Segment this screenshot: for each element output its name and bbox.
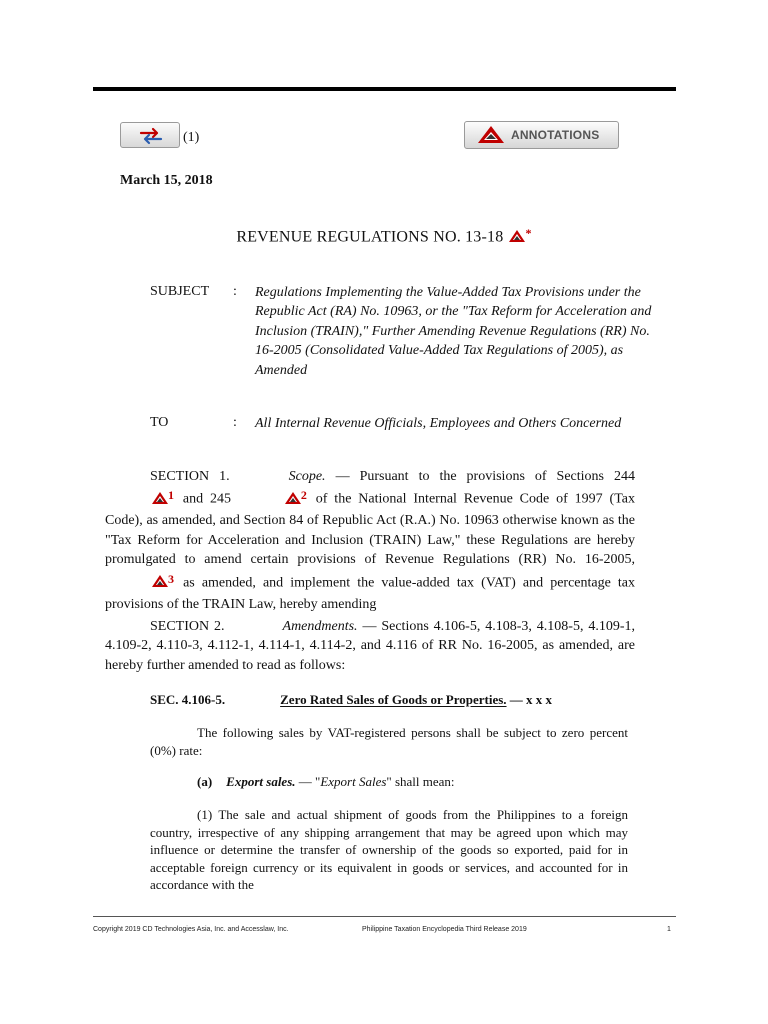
section-1-text-b: and 245: [176, 492, 238, 508]
footer-rule: [93, 916, 676, 917]
annotation-link-2[interactable]: [240, 486, 307, 511]
export-label: Export sales.: [226, 774, 296, 789]
annotation-link-3[interactable]: [107, 570, 174, 595]
section-1-text-c: of the National Internal Revenue Code of 1997 (Tax Code), as amended, and Section 84 of Republic Act (R.A.) No. 10963 otherwise known as the "Tax Reform for Acceleration and Inclusion (TRAIN) Law," these Regulations are hereby promulgated to amend certain provisions of Revenue Regulations (RR) No. 16-2005,: [105, 492, 635, 568]
section-2-heading: SECTION 2.: [150, 619, 225, 634]
annotation-ref-2: 2: [300, 488, 307, 503]
annotations-label: ANNOTATIONS: [511, 128, 600, 142]
footer-release: Philippine Taxation Encyclopedia Third Release 2019: [362, 926, 527, 933]
export-item-1: (1) The sale and actual shipment of goods from the Philippines to a foreign country, irrespective of any shipping arrangement that may be agreed upon which may influence or determine the transfer of ownership of the goods so exported, paid for in acceptable foreign currency or its equivalent in goods or services, and accounted for in accordance with the: [150, 807, 628, 893]
export-tail: " shall mean:: [386, 774, 455, 789]
export-term: Export Sales: [320, 774, 387, 789]
reference-nav-button[interactable]: [120, 122, 180, 148]
annotation-ref-3: 3: [168, 571, 174, 586]
reference-count: (1): [183, 130, 200, 145]
section-1-scope: Scope.: [288, 469, 326, 484]
regulation-title: [0, 226, 768, 248]
to-text: All Internal Revenue Officials, Employees and Others Concerned: [255, 416, 622, 431]
sec-4106-5-heading: [150, 692, 552, 708]
regulation-title-text: REVENUE REGULATIONS NO. 13-18: [236, 228, 504, 246]
to-label: TO: [150, 415, 169, 430]
sec-4106-5-number: SEC. 4.106-5.: [150, 692, 226, 707]
annotation-icon: [285, 492, 301, 505]
swap-arrows-icon: [137, 127, 165, 145]
section-1-text-d: as amended, and implement the value-added tax (VAT) and percentage tax provisions of the TRAIN Law, hereby amending: [105, 575, 635, 612]
sec-4106-5-title: Zero Rated Sales of Goods or Properties.: [280, 692, 507, 707]
footer-copyright: Copyright 2019 CD Technologies Asia, Inc. and Accesslaw, Inc.: [93, 926, 289, 933]
section-1-text-a: — Pursuant to the provisions of Sections 244: [325, 469, 635, 484]
export-dash: — ": [295, 774, 321, 789]
title-annotation-mark: *: [525, 226, 532, 240]
annotation-icon: [152, 492, 168, 505]
subject-colon: :: [233, 284, 237, 299]
subject-label: SUBJECT: [150, 284, 210, 299]
export-letter: (a): [197, 774, 213, 789]
section-2-amendments: Amendments.: [282, 619, 358, 634]
annotation-link-1[interactable]: [107, 486, 174, 511]
annotation-icon: [509, 230, 525, 243]
following-sales-paragraph: The following sales by VAT-registered persons shall be subject to zero percent (0%) rate:: [150, 725, 628, 758]
section-2-text: — Sections 4.106-5, 4.108-3, 4.108-5, 4.109-1, 4.109-2, 4.110-3, 4.112-1, 4.114-1, 4.114-2, and 4.116 of RR No. 16-2005, as amended, are hereby further amended to read as follows:: [105, 619, 635, 673]
subject-text: Regulations Implementing the Value-Added Tax Provisions under the Republic Act (RA) No. 10963, or the "Tax Reform for Acceleration and Inclusion (TRAIN)," Further Amending Revenue Regulations (RR) No. 16-2005 (Consolidated Value-Added Tax Regulations of 2005), as Amended: [255, 285, 652, 378]
annotation-icon: [152, 575, 168, 588]
title-annotation-link[interactable]: [509, 226, 531, 248]
footer-page-number: 1: [667, 926, 671, 933]
section-1-heading: SECTION 1.: [150, 469, 230, 484]
export-sales-heading: [197, 774, 455, 790]
section-2-paragraph: [105, 617, 635, 675]
top-rule: [93, 87, 676, 91]
to-colon: :: [233, 415, 237, 430]
annotations-button[interactable]: [464, 121, 619, 149]
sec-4106-5-suffix: — x x x: [506, 692, 553, 707]
annotation-ref-1: 1: [168, 488, 174, 503]
document-date: March 15, 2018: [120, 173, 213, 188]
section-1-paragraph: [105, 467, 635, 614]
annotation-icon: [477, 125, 505, 145]
